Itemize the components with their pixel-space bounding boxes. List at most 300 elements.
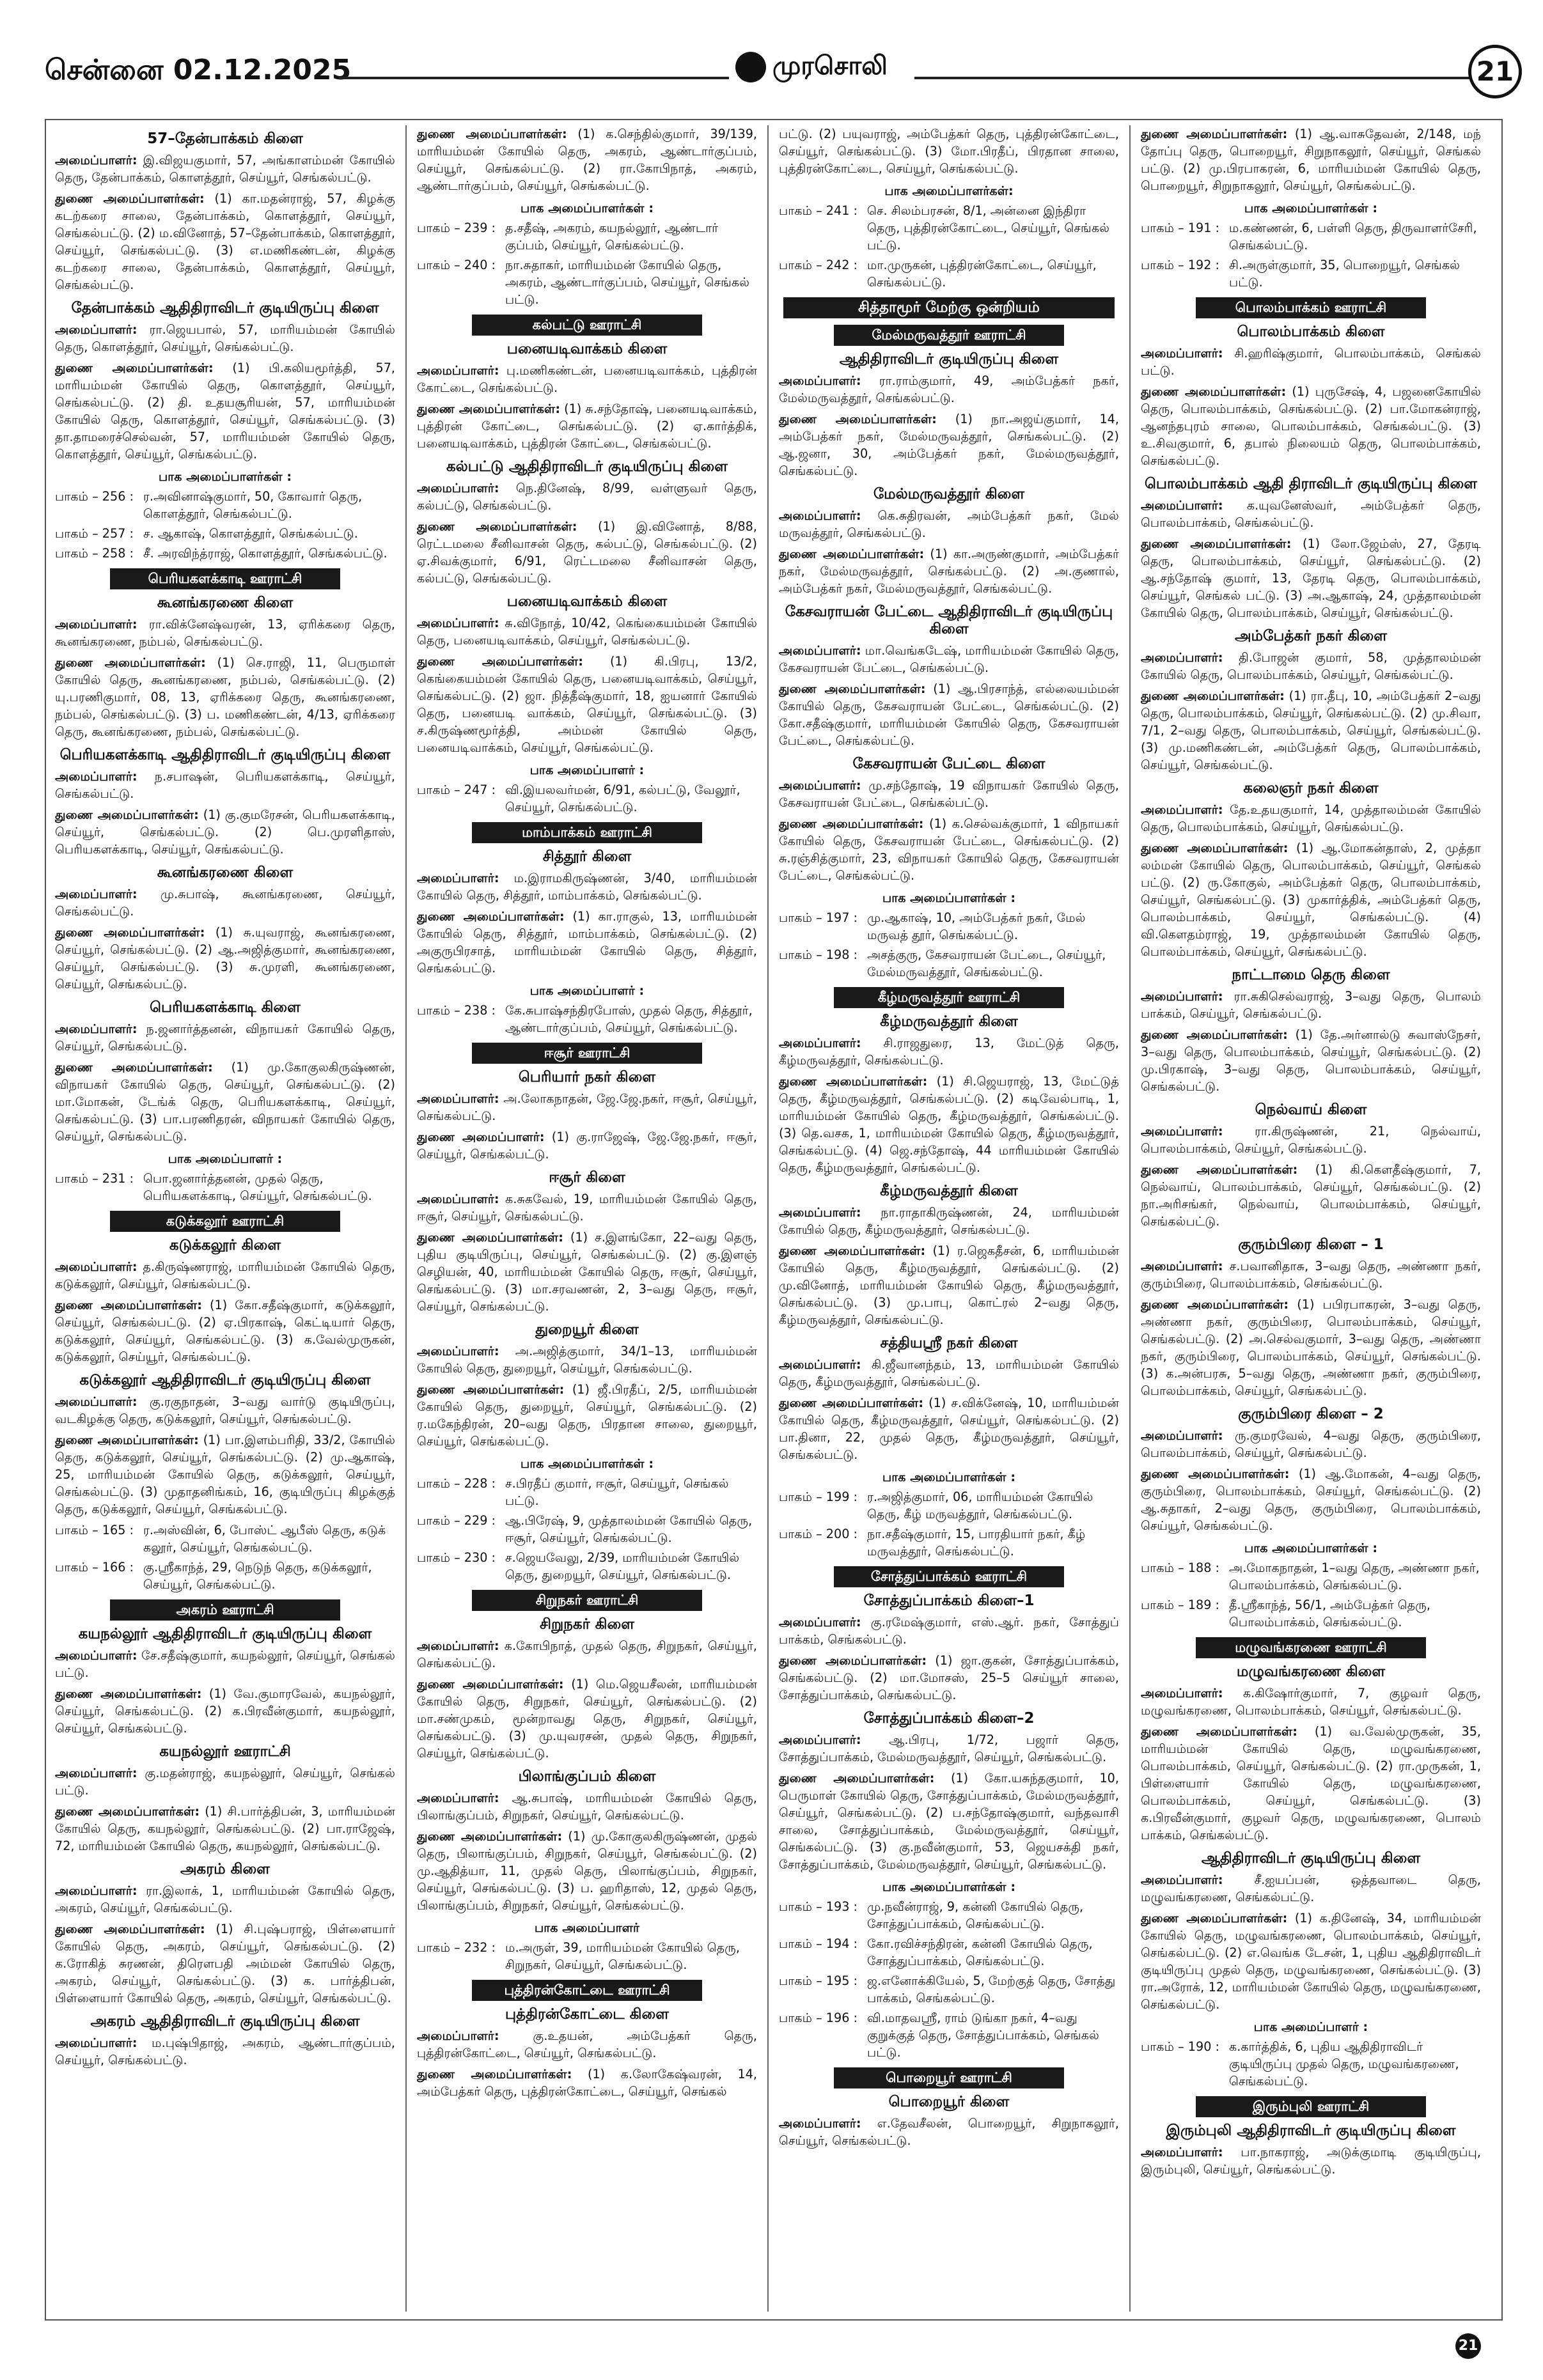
member-entry [55,1647,395,1681]
member-entry [1141,535,1481,621]
branch-title: பொறையூர் கிளை [888,2094,1010,2110]
column-4 [1141,125,1481,2312]
member-details: ரு.குமரவேல், 4–வது தெரு, குரும்பிரை, பொலம்பாக்கம், செய்யூர், செங்கல்பட்டு. [1141,1428,1481,1460]
role-label: அமைப்பாளர்: [1141,1872,1223,1887]
role-label: துணை அமைப்பாளர்கள்: [779,681,926,696]
role-label: அமைப்பாளர்: [779,1205,861,1220]
role-label: துணை அமைப்பாளர்கள்: [417,519,577,534]
role-label: அமைப்பாளர்: [1141,346,1223,361]
booth-row [417,1512,757,1546]
branch-section [417,1169,757,1315]
member-entry [1141,1871,1481,1906]
member-details: (1) ஆ.வாசுதேவன், 2/148, மந் தோப்பு தெரு, பொறையூர், சிறுநாகலூர், செய்யூர், செங்கல் பட்டு. (2) மு.பிரபாகரன், 6, மாரியம்மன் கோயில் தெரு, பொறையூர், சிறுநாகலூர், செய்யூர், செங்கல்பட்டு. [1141,127,1481,193]
member-details: நெ.தினேஷ், 8/99, வள்ளுவர் தெரு, கல்பட்டு, செங்கல்பட்டு. [417,481,757,513]
member-entry [55,321,395,355]
booth-row [55,1521,395,1556]
member-entry [417,869,757,904]
booth-row [1141,1559,1481,1594]
role-label: அமைப்பாளர்: [55,1648,137,1663]
role-label: துணை அமைப்பாளர்கள்: [417,1677,564,1692]
member-entry [779,410,1119,479]
panchayat-banner: புத்திரன்கோட்டை ஊராட்சி [472,1980,701,2001]
role-label: அமைப்பாளர்: [55,769,137,784]
member-entry [417,1128,757,1163]
member-details: ஆ.சுபாஷ், மாரியம்மன் கோயில் தெரு, பிலாங்குப்பம், சிறுநகர், செய்யூர், செங்கல்பட்டு. [417,1791,757,1823]
branch-title: அகரம் ஆதிதிராவிடர் குடியிருப்பு கிளை [90,2013,360,2030]
member-details: (1) நா.அஜய்குமார், 14, அம்பேத்கர் நகர், மேல்மருவத்தூர், செங்கல்பட்டு. (2) ஆ.ஜனா, 30, அம்பேத்கர் நகர், மேல்மருவத்தூர், செங்கல்பட்டு. [779,412,1119,478]
branch-section [1141,628,1481,774]
member-entry [1141,2143,1481,2178]
member-details: (1) மு.கோகுலகிருஷ்ணன், முதல் தெரு, பிலாங்குப்பம், சிறுநகர், செய்யூர், செங்கல்பட்டு. (2) மு.ஆதித்யா, 11, முதல் தெரு, பிலாங்குப்பம், சிறுநகர், செய்யூர், செங்கல்பட்டு. (3) ப. ஹரிதாஸ், 12, முதல் தெரு, பிலாங்குப்பம், சிறுநகர், செய்யூர், செங்கல்பட்டு. [417,1829,757,1913]
booth-number: பாகம் – 188 : [1141,1560,1219,1575]
branch-title: நெல்வாய் கிளை [1255,1101,1367,1118]
booth-number: பாகம் – 165 : [55,1523,134,1537]
role-label: துணை அமைப்பாளர்கள்: [1141,1297,1289,1312]
role-label: அமைப்பாளர்: [55,617,137,632]
role-label: துணை அமைப்பாளர்கள்: [1141,841,1288,855]
branch-section [779,297,1119,479]
branch-title: கூனங்கரணை கிளை [157,595,294,611]
member-details: (1) க.செல்வக்குமார், 1 விநாயகர் கோயில் தெரு, கேசவராயன் பேட்டை, செங்கல்பட்டு. (2) சு.ரஞ்சித்குமார், 23, விநாயகர் கோயில் தெரு, கேசவராயன் பேட்டை, செங்கல்பட்டு. [779,816,1119,883]
role-label: துணை அமைப்பாளர்கள்: [55,191,205,206]
member-details: (1) கு.ராஜேஷ், ஜே.ஜே.நகர், ஈசூர், செய்யூர், செங்கல்பட்டு. [417,1130,757,1162]
branch-title: சோத்துப்பாக்கம் கிளை–1 [863,1592,1035,1609]
branch-section [417,315,757,452]
branch-title: பொலம்பாக்கம் ஆதி திராவிடர் குடியிருப்பு கிளை [1144,476,1477,492]
booth-row [417,1475,757,1509]
branch-section [779,756,1119,981]
member-entry [417,2027,757,2062]
booth-heading: பாக அமைப்பாளர்கள் : [158,469,292,484]
branch-title: 57–தேன்பாக்கம் கிளை [147,130,303,147]
role-label: துணை அமைப்பாளர்கள்: [417,2067,572,2081]
booth-row [55,1170,395,1204]
branch-section [55,864,395,993]
member-entry [55,654,395,740]
booth-member: ஆ.பிரேஷ், 9, முத்தாலம்மன் கோயில் தெரு, ஈசூர், செய்யூர், செங்கல்பட்டு. [505,1513,753,1545]
branch-title: மேல்மருவத்தூர் கிளை [873,486,1025,502]
booth-number: பாகம் – 166 : [55,1560,134,1575]
branch-section [55,1861,395,2007]
panchayat-banner: பெரியகளக்காடி ஊராட்சி [110,568,340,589]
member-entry [779,1614,1119,1648]
booth-heading: பாக அமைப்பாளர்கள் : [520,201,654,215]
booth-member: மு.நவீன்ராஜ், 9, கன்னி கோயில் தெரு, சோத்துப்பாக்கம், செங்கல்பட்டு. [867,1899,1084,1931]
member-entry [417,908,757,977]
branch-title: தேன்பாக்கம் ஆதிதிராவிடர் குடியிருப்பு கிளை [71,300,379,316]
booth-number: பாகம் – 199 : [779,1489,858,1504]
member-entry [1141,1723,1481,1844]
branch-title: ஈசூர் கிளை [549,1169,625,1186]
role-label: அமைப்பாளர்: [779,1036,861,1050]
member-details: க.யுவனேஸ்வர், அம்பேத்கர் தெரு, பொலம்பாக்கம், செங்கல்பட்டு. [1141,498,1481,530]
branch-section [417,822,757,1036]
role-label: அமைப்பாளர்: [779,2116,861,2131]
booth-member: மா.முருகன், புத்திரன்கோட்டை, செய்யூர், செங்கல்பட்டு. [867,258,1097,290]
member-details: மா.வெங்கடேஷ், மாரியம்மன் கோயில் தெரு, கேசவராயன் பேட்டை, செங்கல்பட்டு. [779,643,1119,675]
member-entry [779,642,1119,676]
member-entry [55,2034,395,2069]
member-details: பட்டு. (2) பயுவராஜ், அம்பேத்கர் தெரு, புத்திரன்கோட்டை, செய்யூர், செங்கல்பட்டு. (3) மோ.பிரதீப், பிரதான சாலை, புத்திரன்கோட்டை, செய்யூர், செங்கல்பட்டு. [779,127,1119,176]
branch-section [55,747,395,858]
member-details: கு.ரமேஷ்குமார், எஸ்.ஆர். நகர், சோத்துப் பாக்கம், செங்கல்பட்டு. [779,1615,1119,1647]
booth-heading: பாக அமைப்பாளர்கள் : [1244,201,1378,215]
booth-heading: பாக அமைப்பாளர் : [1253,2019,1368,2034]
branch-title: கூனங்கரணை கிளை [157,864,294,881]
role-label: துணை அமைப்பாளர்கள்: [779,1771,935,1785]
role-label: துணை அமைப்பாளர்கள்: [779,1074,928,1089]
booth-row [1141,219,1481,254]
member-details: (1) கோ.சதீஷ்குமார், கடுக்கலூர், செய்யூர், செங்கல்பட்டு. (2) ஏ.பிரகாஷ், கெட்டியார் தெரு, கடுக்கலூர், செய்யூர், செங்கல்பட்டு. (3) க.வேல்முருகன், கடுக்கலூர், செய்யூர், செங்கல்பட்டு. [55,1298,395,1364]
booth-row [417,1002,757,1036]
member-details: அ.லோகநாதன், ஜே.ஜே.நகர், ஈசூர், செய்யூர், செங்கல்பட்டு. [417,1091,757,1123]
role-label: அமைப்பாளர்: [55,153,137,167]
role-label: அமைப்பாளர்: [55,887,137,901]
branch-title: கடுக்கலூர் ஆதிதிராவிடர் குடியிருப்பு கிளை [79,1372,371,1388]
member-entry [779,1769,1119,1873]
newspaper-name: முரசொலி [772,51,888,81]
role-label: துணை அமைப்பாளர்கள்: [55,1922,205,1936]
branch-section [1141,967,1481,1095]
booth-row [779,1972,1119,2007]
branch-title: கேசவராயன் பேட்டை கிளை [852,756,1046,772]
booth-member: ம.கண்ணன், 6, பள்ளி தெரு, திருவாளர்சேரி, செங்கல்பட்டு. [1229,221,1477,253]
member-entry [55,359,395,463]
role-label: அமைப்பாளர்: [417,1638,499,1653]
header-rule-right [914,77,1477,79]
booth-member: அ.மோகநாதன், 1–வது தெரு, அண்ணா நகர், பொலம்பாக்கம், செங்கல்பட்டு. [1229,1560,1480,1592]
role-label: துணை அமைப்பாளர்கள்: [1141,1724,1297,1739]
member-entry [55,1764,395,1799]
role-label: அமைப்பாளர்: [1141,802,1223,817]
role-label: துணை அமைப்பாளர்கள்: [1141,1911,1288,1925]
booth-number: பாகம் – 232 : [417,1940,496,1955]
member-details: (1) மெ.ஜெயசீலன், மாரியம்மன் கோயில் தெரு, சிறுநகர், செய்யூர், செங்கல்பட்டு. (2) மா.சண்முகம், மூன்றாவது தெரு, சிறுநகர், செய்யூர், செங்கல்பட்டு. (3) மு.யுவரசன், முதல் தெரு, சிறுநகர், செய்யூர், செங்கல்பட்டு. [417,1677,757,1761]
member-entry [55,1393,395,1427]
member-entry [55,1882,395,1917]
branch-section [417,1321,757,1583]
member-details: (1) பா.இளம்பரிதி, 33/2, கோயில் தெரு, கடுக்கலூர், செய்யூர், செங்கல்பட்டு. (2) மு.ஆகாஷ், 25, மாரியம்மன் கோயில் தெரு, கடுக்கலூர், செய்யூர், செங்கல்பட்டு. (3) முதாதனிங்கம், 16, குடியிருப்பு கிழக்குத் தெரு, கடுக்கலூர், செய்யூர், செங்கல்பட்டு. [55,1433,395,1516]
member-details: (1) ர.ஜெகதீசன், 6, மாரியம்மன் கோயில் தெரு, கீழ்மருவத்தூர், செங்கல்பட்டு. (2) மு.வினோத், மாரியம்மன் கோயில் தெரு, கீழ்மருவத்தூர், செங்கல்பட்டு. (3) மு.பாபு, கொட்ரல் 2–வது தெரு, கீழ்மருவத்தூர், செங்கல்பட்டு. [779,1243,1119,1327]
role-label: துணை அமைப்பாளர்கள்: [1141,1027,1288,1042]
booth-member: க.கார்த்திக், 6, புதிய ஆதிதிராவிடர் குடியிருப்பு முதல் தெரு, மழுவங்கரணை, செங்கல்பட்டு. [1229,2039,1459,2088]
booth-number: பாகம் – 229 : [417,1513,496,1528]
member-entry [417,125,757,194]
member-entry [417,1676,757,1762]
booth-member: கே.சுபாஷ்சந்திரபோஸ், முதல் தெரு, சித்தூர், ஆண்டார்குப்பம், செய்யூர், செங்கல்பட்டு. [505,1003,753,1035]
booth-heading: பாக அமைப்பாளர் : [529,763,645,777]
member-entry [417,614,757,649]
member-details: க.கிஷோர்குமார், 7, குழவர் தெரு, மழுவங்கரணை, பொலம்பாக்கம், செய்யூர், செங்கல்பட்டு. [1141,1686,1481,1718]
branch-section [1141,1406,1481,1631]
role-label: அமைப்பாளர்: [417,1091,499,1106]
member-details: தே.உதயகுமார், 14, முத்தாலம்மன் கோயில் தெரு, பொலம்பாக்கம், செய்யூர், செங்கல்பட்டு. [1141,802,1481,834]
role-label: அமைப்பாளர்: [417,871,499,885]
branch-section [55,130,395,293]
booth-row [417,781,757,816]
member-details: இ.விஜயகுமார், 57, அங்காளம்மன் கோயில் தெரு, தேன்பாக்கம், கொளத்தூர், செய்யூர், செங்கல்பட்டு. [55,153,395,185]
member-details: (1) புருசேஷ், 4, பஜனைகோயில் தெரு, பொலம்பாக்கம், செங்கல்பட்டு. (2) பா.மோகன்ராஜ், ஆனந்தபுரம் சாலை, பொலம்பாக்கம், செங்கல்பட்டு. (3) உ.சிவகுமார், 6, தபால் நிலையம் தெரு, பொலம்பாக்கம், செங்கல்பட்டு. [1141,384,1481,468]
role-label: அமைப்பாளர்: [55,1766,137,1780]
branch-section [55,999,395,1204]
column-3 [779,125,1119,2312]
member-details: (1) ஆ.மோகன், 4–வது தெரு, குரும்பிரை, பொலம்பாக்கம், செய்யூர், செங்கல்பட்டு. (2) ஆ.சுதாகர், 2–வது தெரு, குரும்பிரை, பொலம்பாக்கம், செய்யூர், செங்கல்பட்டு. [1141,1466,1481,1533]
booth-row [1141,2038,1481,2090]
booth-number: பாகம் – 195 : [779,1973,858,1988]
member-entry [1141,1465,1481,1534]
member-entry [779,815,1119,884]
branch-title: புத்திரன்கோட்டை கிளை [505,2006,669,2023]
member-details: ச.பவானிதாசு, 3–வது தெரு, அண்ணா நகர், குரும்பிரை, பொலம்பாக்கம், செங்கல்பட்டு. [1141,1259,1481,1291]
booth-heading: பாக அமைப்பாளர்கள் : [882,1470,1016,1484]
member-details: பா.நாகராஜ், அடுக்குமாடி குடியிருப்பு, இரும்புலி, செய்யூர், செங்கல்பட்டு. [1141,2145,1481,2177]
booth-member: பொ.ஜனார்த்தனன், முதல் தெரு, பெரியகளக்காடி, செய்யூர், செங்கல்பட்டு. [143,1171,372,1203]
role-label: அமைப்பாளர்: [417,1192,499,1206]
role-label: அமைப்பாளர்: [417,1344,499,1358]
member-entry [1141,649,1481,683]
member-entry [1141,687,1481,774]
branch-section [55,1743,395,1855]
booth-member: ர.அவினாஷ்குமார், 50, கோவார் தெரு, கொளத்தூர், செங்கல்பட்டு. [143,489,363,521]
booth-member: சி.அருள்குமார், 35, பொறையூர், செங்கல் பட்டு. [1229,258,1461,290]
booth-heading: பாக அமைப்பாளர் : [168,1151,283,1166]
member-entry [779,1731,1119,1766]
member-entry [417,653,757,756]
role-label: அமைப்பாளர்: [55,1022,137,1036]
booth-number: பாகம் – 247 : [417,782,496,797]
panchayat-banner: மாம்பாக்கம் ஊராட்சி [472,822,701,843]
role-label: அமைப்பாளர்: [1141,989,1223,1004]
member-details: ந.சபாஷன், பெரியகளக்காடி, செய்யூர், செங்கல்பட்டு. [55,769,395,801]
member-details: (1) ரா.தீபு, 10, அம்பேத்கர் 2–வது தெரு, பொலம்பாக்கம், செய்யூர், செங்கல்பட்டு. (2) மு.சிவா, 7/1, 2–வது தெரு, பொலம்பாக்கம், செய்யூர், செங்கல்பட்டு. (3) மு.மணிகண்டன், அம்பேத்கர் தெரு, பொலம்பாக்கம், செய்யூர், செங்கல்பட்டு. [1141,688,1481,772]
member-entry [1141,1161,1481,1230]
member-entry [1141,1296,1481,1399]
role-label: துணை அமைப்பாளர்கள்: [55,1686,202,1701]
member-entry [417,1090,757,1124]
booth-number: பாகம் – 231 : [55,1171,134,1186]
branch-title: பனையடிவாக்கம் கிளை [506,593,668,610]
role-label: துணை அமைப்பாளர்கள்: [417,1382,565,1397]
branch-title: சிறுநகர் கிளை [539,1616,635,1633]
booth-member: கோ.ரவிச்சந்திரன், கன்னி கோயில் தெரு, சோத்துப்பாக்கம், செங்கல்பட்டு. [867,1936,1093,1968]
member-entry [779,507,1119,541]
union-banner: சித்தாமூர் மேற்கு ஒன்றியம் [783,297,1115,318]
panchayat-banner: சோத்துப்பாக்கம் ஊராட்சி [834,1566,1063,1587]
member-entry [417,1190,757,1225]
role-label: அமைப்பாளர்: [1141,1259,1223,1273]
branch-section [55,2013,395,2069]
member-entry [1141,1123,1481,1157]
member-entry [417,2065,757,2100]
branch-section [1141,1101,1481,1230]
role-label: துணை அமைப்பாளர்கள்: [779,1396,924,1410]
branch-title: இரும்புலி ஆதிதிராவிடர் குடியிருப்பு கிளை [1166,2122,1456,2139]
member-entry [417,1789,757,1824]
branch-title: ஆதிதிராவிடர் குடியிருப்பு கிளை [1201,1850,1421,1867]
role-label: அமைப்பாளர்: [1141,498,1223,513]
member-details: ம.புஷ்பிதாஜ், அகரம், ஆண்டார்குப்பம், செய்யூர், செங்கல்பட்டு. [55,2035,395,2067]
booth-heading: பாக அமைப்பாளர் [534,1920,640,1935]
branch-title: துறையூர் கிளை [535,1321,639,1338]
member-details: ந.ஜனார்த்தனன், விநாயகர் கோயில் தெரு, செய்யூர், செங்கல்பட்டு. [55,1022,395,1054]
branch-section [55,568,395,740]
member-entry [1141,383,1481,469]
panchayat-banner: மேல்மருவத்தூர் ஊராட்சி [834,325,1063,346]
role-label: துணை அமைப்பாளர்கள்: [417,127,567,141]
member-entry [779,1356,1119,1390]
member-entry [417,1342,757,1377]
role-label: அமைப்பாளர்: [55,1259,137,1274]
role-label: துணை அமைப்பாளர்கள்: [779,547,925,561]
member-details: சி.ராஜதுரை, 13, மேட்டுத் தெரு, கீழ்மருவத்தூர், செங்கல்பட்டு. [779,1036,1119,1068]
branch-title: கடுக்கலூர் கிளை [169,1237,281,1254]
branch-title: கீழ்மருவத்தூர் கிளை [880,1013,1018,1030]
branch-title: பெரியார் நகர் கிளை [518,1069,656,1085]
booth-member: மு.ஆகாஷ், 10, அம்பேத்கர் நகர், மேல் மருவத் தூர், செங்கல்பட்டு. [867,910,1086,942]
member-entry [779,125,1119,177]
member-entry [55,885,395,920]
panchayat-banner: பொலம்பாக்கம் ஊராட்சி [1196,297,1425,318]
role-label: துணை அமைப்பாளர்கள்: [55,925,205,940]
member-details: (1) வே.குமாரவேல், கயநல்லூர், செய்யூர், செங்கல்பட்டு. (2) க.பிரவீன்குமார், கயநல்லூர், செய்யூர், செங்கல்பட்டு. [55,1686,395,1736]
branch-section [1141,476,1481,621]
member-entry [417,1828,757,1914]
role-label: அமைப்பாளர்: [417,616,499,630]
booth-number: பாகம் – 230 : [417,1550,496,1565]
branch-title: மழுவங்கரணை கிளை [1236,1663,1386,1680]
member-details: ரா.விக்னேஷ்வரன், 13, ஏரிக்கரை தெரு, கூனங்கரணை, நம்பல், செங்கல்பட்டு. [55,617,395,649]
member-details: (1) தே.அர்னால்டு சுவாஸ்நேசர், 3–வது தெரு, பொலம்பாக்கம், செய்யூர், செங்கல்பட்டு. (2) மு.பிரகாஷ், 3–வது தெரு, பொலம்பாக்கம், செய்யூர், செங்கல்பட்டு. [1141,1027,1481,1094]
member-entry [1141,801,1481,836]
role-label: அமைப்பாளர்: [779,373,861,388]
member-details: (1) ச.விக்னேஷ், 10, மாரியம்மன் கோயில் தெரு, கீழ்மருவத்தூர், செய்யூர், செங்கல்பட்டு. (2) பா.தினா, 22, முதல் தெரு, கீழ்மருவத்தூர், செய்யூர், செங்கல்பட்டு. [779,1396,1119,1462]
booth-heading: பாக அமைப்பாளர்கள் : [520,1456,654,1471]
booth-number: பாகம் – 200 : [779,1527,858,1541]
role-label: அமைப்பாளர்: [1141,2145,1223,2159]
branch-title: ஆதிதிராவிடர் குடியிருப்பு கிளை [839,351,1059,368]
panchayat-banner: கடுக்கலூர் ஊராட்சி [110,1211,340,1232]
role-label: துணை அமைப்பாளர்கள்: [55,1298,202,1312]
member-details: (1) கா.அருண்குமார், அம்பேத்கர் நகர், மேல்மருவத்தூர், செங்கல்பட்டு. (2) அ.குணால், அம்பேத்கர் நகர், மேல்மருவத்தூர், செங்கல்பட்டு. [779,547,1119,596]
role-label: துணை அமைப்பாளர்கள்: [779,816,924,831]
booth-member: செ. சிலம்பரசன், 8/1, அன்னை இந்திரா தெரு, புத்திரன்கோட்டை, செய்யூர், செங்கல் பட்டு. [867,203,1110,253]
booth-row [417,219,757,254]
role-label: துணை அமைப்பாளர்கள்: [779,1653,927,1668]
column-2 [417,125,757,2312]
member-entry [779,1652,1119,1704]
booth-heading: பாக அமைப்பாளர்கள் : [882,891,1016,905]
branch-section [417,458,757,587]
booth-member: ர.அஸ்வின், 6, போஸ்ட் ஆபீஸ் தெரு, கடுக் கலூர், செய்யூர், செங்கல்பட்டு. [143,1523,386,1555]
role-label: அமைப்பாளர்: [55,1394,137,1409]
member-entry [417,1229,757,1315]
role-label: அமைப்பாளர்: [779,1732,861,1747]
member-entry [1141,1427,1481,1461]
member-details: க.சுகவேல், 19, மாரியம்மன் கோயில் தெரு, ஈசூர், செய்யூர், செங்கல்பட்டு. [417,1192,757,1224]
role-label: அமைப்பாளர்: [55,322,137,337]
member-details: (1) சு.யுவராஜ், கூனங்கரணை, செய்யூர், செங்கல்பட்டு. (2) ஆ.அஜித்குமார், கூனங்கரணை, செய்யூர், செங்கல்பட்டு. (3) சு.முரளி, கூனங்கரணை, செய்யூர், செங்கல்பட்டு. [55,925,395,992]
branch-title: சோத்துப்பாக்கம் கிளை–2 [863,1710,1035,1727]
member-details: (1) ச.இளங்கோ, 22–வது தெரு, புதிய குடியிருப்பு, செய்யூர், செங்கல்பட்டு. (2) கு.இளஞ் செழியன், 40, மாரியம்மன் கோயில் தெரு, ஈசூர், செய்யூர், செங்கல்பட்டு. (3) மா.சரவணன், 2, 3–வது தெரு, ஈசூர், செய்யூர், செங்கல்பட்டு. [417,1230,757,1314]
role-label: துணை அமைப்பாளர்கள்: [417,909,565,924]
role-label: துணை அமைப்பாளர்கள்: [55,1804,200,1819]
member-entry [417,1381,757,1450]
member-entry [779,545,1119,597]
branch-section [779,486,1119,597]
booth-number: பாகம் – 198 : [779,947,858,962]
booth-member: த.சதீஷ், அகரம், கயநல்லூர், ஆண்டார் குப்பம், செய்யூர், செங்கல்பட்டு. [505,221,719,253]
member-details: (1) ஜீ.பிரதீப், 2/5, மாரியம்மன் கோயில் தெரு, துறையூர், செய்யூர், செங்கல்பட்டு. (2) ர.மகேந்திரன், 20–வது தெரு, பிரதான சாலை, துறையூர், செய்யூர், செங்கல்பட்டு. [417,1382,757,1449]
booth-member: கு.ஸ்ரீகாந்த், 29, நெடுந் தெரு, கடுக்கலூர், செய்யூர், செங்கல்பட்டு. [143,1560,372,1592]
booth-row [55,525,395,542]
member-entry [1141,1684,1481,1719]
branch-section [55,300,395,562]
role-label: அமைப்பாளர்: [1141,650,1223,665]
panchayat-banner: மழுவங்கரணை ஊராட்சி [1196,1637,1425,1658]
booth-number: பாகம் – 239 : [417,221,496,235]
role-label: துணை அமைப்பாளர்கள்: [1141,536,1292,551]
booth-row [779,946,1119,981]
booth-number: பாகம் – 189 : [1141,1598,1219,1612]
member-details: ம.இராமகிருஷ்ணன், 3/40, மாரியம்மன் கோயில் தெரு, சித்தூர், மாம்பாக்கம், செங்கல்பட்டு. [417,871,757,903]
booth-row [779,202,1119,254]
booth-number: பாகம் – 240 : [417,258,496,272]
member-details: (1) க.தினேஷ், 34, மாரியம்மன் கோயில் தெரு, மழுவங்கரணை, பொலம்பாக்கம், செய்யூர், செங்கல்பட்டு. (2) எ.வெங்க டேசன், 1, புதிய ஆதிதிராவிடர் குடியிருப்பு முதல் தெரு, மழுவங்கரணை, செங்கல்பட்டு. (3) ரா.அரோக், 12, மாரியம்மன் கோயில் தெரு, மழுவங்கரணை, செங்கல்பட்டு. [1141,1911,1481,2012]
member-details: தி.போஜன் குமார், 58, முத்தாலம்மன் கோயில் தெரு, பொலம்பாக்கம், செய்யூர், செங்கல்பட்டு. [1141,650,1481,682]
role-label: அமைப்பாளர்: [779,1357,861,1372]
member-entry [55,1258,395,1293]
member-details: நா.ராதாகிருஷ்ணன், 24, மாரியம்மன் கோயில் தெரு, கீழ்மருவத்தூர், செங்கல்பட்டு. [779,1205,1119,1237]
booth-number: பாகம் – 194 : [779,1936,858,1951]
booth-number: பாகம் – 193 : [779,1899,858,1914]
member-details: (1) பபிரபாகரன், 3–வது தெரு, அண்ணா நகர், குரும்பிரை, பொலம்பாக்கம், செய்யூர், செங்கல்பட்டு. (2) அ.செல்வகுமார், 3–வது தெரு, அண்ணா நகர், குரும்பிரை, பொலம்பாக்கம், செய்யூர், செங்கல்பட்டு. (3) க.அன்பரசு, 5–வது தெரு, அண்ணா நகர், குரும்பிரை, பொலம்பாக்கம், செய்யூர், செங்கல்பட்டு. [1141,1297,1481,1398]
member-details: கு.ரகுநாதன், 3–வது வார்டு குடியிருப்பு, வடகிழக்கு தெரு, கடுக்கலூர், செய்யூர், செங்கல்பட்டு. [55,1394,395,1426]
member-details: பு.மணிகண்டன், பனையடிவாக்கம், புத்திரன் கோட்டை, செங்கல்பட்டு. [417,363,757,395]
member-details: (1) மு.கோகுலகிருஷ்ணன், விநாயகர் கோயில் தெரு, செய்யூர், செங்கல்பட்டு. (2) மா.மோகன், டேங்க் தெரு, பெரியகளக்காடி, செய்யூர், செங்கல்பட்டு. (3) பா.பரணிதரன், விநாயகர் கோயில் தெரு, செய்யூர், செங்கல்பட்டு. [55,1060,395,1144]
member-entry [55,1020,395,1055]
branch-title: குரும்பிரை கிளை – 2 [1238,1406,1384,1422]
booth-heading: பாக அமைப்பாளர் : [529,983,645,998]
booth-member: வி.இயலவர்மன், 6/91, கல்பட்டு, வேலூர், செய்யூர், செங்கல்பட்டு. [505,782,740,814]
booth-row [779,909,1119,944]
booth-member: அசத்குரு, கேசவராயன் பேட்டை, செய்யூர், மேல்மருவத்தூர், செங்கல்பட்டு. [867,947,1106,979]
role-label: துணை அமைப்பாளர்கள்: [779,1243,926,1258]
member-entry [55,806,395,858]
booth-member: வி.மாதவஸ்ரீ, ராம் டுங்கா நகர், 4–வது குறுக்குத் தெரு, சோத்துப்பாக்கம், செங்கல் பட்டு. [867,2011,1099,2060]
branch-section [417,593,757,816]
member-details: (1) சி.புஷ்பராஜ், பிள்ளையார் கோயில் தெரு, அகரம், செய்யூர், செங்கல்பட்டு. (2) க.ரோகித் சுரணன், திரௌபதி அம்மன் கோயில் தெரு, அகரம், செய்யூர், செங்கல்பட்டு. (3) க. பார்த்திபன், பிள்ளையார் கோயில் தெரு, அகரம், செய்யூர், செங்கல்பட்டு. [55,1922,395,2005]
branch-title: சத்தியஸ்ரீ நகர் கிளை [880,1335,1018,1351]
member-entry [779,777,1119,811]
member-details: (1) லோ.ஜேம்ஸ், 27, தேரடி தெரு, பொலம்பாக்கம், செய்யூர், செங்கல்பட்டு. (2) ஆ.சந்தோஷ் குமார், 13, தேரடி தெரு, பொலம்பாக்கம், செய்யூர், செங்கல் பட்டு. (3) அ.ஆகாஷ், 24, முத்தாலம்மன் கோயில் தெரு, பொலம்பாக்கம், செய்யூர், செங்கல்பட்டு. [1141,536,1481,620]
member-details: ரா.சுகிசெல்வராஜ், 3–வது தெரு, பொலம் பாக்கம், செய்யூர், செங்கல்பட்டு. [1141,989,1481,1021]
booth-number: பாகம் – 258 : [55,546,134,561]
role-label: அமைப்பாளர்: [417,481,499,495]
branch-title: பெரியகளக்காடி ஆதிதிராவிடர் குடியிருப்பு கிளை [59,747,391,763]
booth-member: ஜ.எனோக்கியேல், 5, மேற்குத் தெரு, சோத்து பாக்கம், செங்கல்பட்டு. [867,1973,1116,2005]
member-details: மு.சுபாஷ், கூனங்கரணை, செய்யூர், செங்கல்பட்டு. [55,887,395,919]
member-details: ரா.ராம்குமார், 49, அம்பேத்கர் நகர், மேல்மருவத்தூர், செங்கல்பட்டு. [779,373,1119,405]
member-details: (1) ஆ.மோகன்தாஸ், 2, முத்தா லம்மன் கோயில் தெரு, பொலம்பாக்கம், செய்யூர், செங்கல் பட்டு. (2) ரு.கோகுல், அம்பேத்கர் தெரு, பொலம்பாக்கம், செய்யூர், செங்கல்பட்டு. (3) முகார்த்திக், அம்பேத்கர் தெரு, பொலம்பாக்கம், செய்யூர், செங்கல்பட்டு. (4) வி.கௌதம்ராஜ், 19, முத்தாலம்மன் கோயில் தெரு, பொலம்பாக்கம், செய்யூர், செங்கல்பட்டு. [1141,841,1481,959]
booth-heading: பாக அமைப்பாளர்கள் : [882,1879,1016,1894]
panchayat-banner: இரும்புலி ஊராட்சி [1196,2096,1425,2117]
booth-number: பாகம் – 191 : [1141,221,1219,235]
role-label: துணை அமைப்பாளர்கள்: [779,412,937,426]
member-details: (1) கா.ராகுல், 13, மாரியம்மன் கோயில் தெரு, சித்தூர், மாம்பாக்கம், செங்கல்பட்டு. (2) அகுருபிரசாத், மாரியம்மன் கோயில் தெரு, சித்தூர், செங்கல்பட்டு. [417,909,757,976]
role-label: அமைப்பாளர்: [1141,1428,1223,1443]
booth-row [55,1559,395,1593]
member-entry [1141,125,1481,194]
